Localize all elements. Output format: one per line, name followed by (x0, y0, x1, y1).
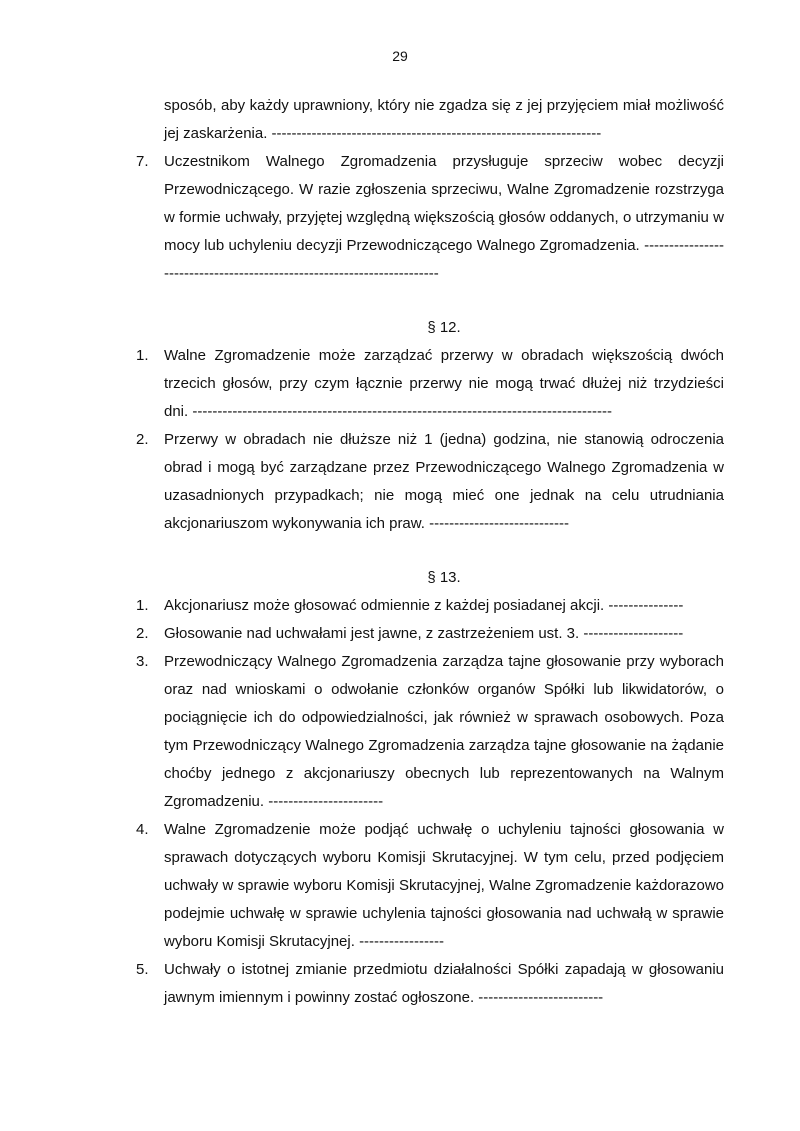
list-item (136, 956, 724, 1012)
item-text: Przerwy w obradach nie dłuższe niż 1 (jedna) godzina, nie stanowią odroczenia obrad i mogą być zarządzane przez Przewodniczącego Walnego Zgromadzenia w uzasadnionych przypadkach; nie mogą mieć one jednak na celu utrudniania akcjonariuszom wykonywania ich praw. ---------------------------- (164, 431, 724, 532)
item-number: 1. (136, 347, 149, 364)
list-item-7 (136, 148, 724, 288)
page-number: 29 (392, 48, 408, 64)
item-text: Przewodniczący Walnego Zgromadzenia zarządza tajne głosowanie przy wyborach oraz nad wnioskami o odwołanie członków organów Spółki lub likwidatorów, o pociągnięcie ich do odpowiedzialności, jak również w sprawach osobowych. Poza tym Przewodniczący Walnego Zgromadzenia zarządza tajne głosowanie na żądanie choćby jednego z akcjonariuszy obecnych lub reprezentowanych na Walnym Zgromadzeniu. ----------------------- (164, 653, 724, 810)
continuation-text: sposób, aby każdy uprawniony, który nie zgadza się z jej przyjęciem miał możliwość jej zaskarżenia. ------------------------------------------------------------------ (164, 97, 724, 142)
item-number: 2. (136, 431, 149, 448)
item-text: Walne Zgromadzenie może podjąć uchwałę o uchyleniu tajności głosowania w sprawach dotyczących wyboru Komisji Skrutacyjnej. W tym celu, przed podjęciem uchwały w sprawie wyboru Komisji Skrutacyjnej, Walne Zgromadzenie każdorazowo podejmie uchwałę w sprawie uchylenia tajności głosowania nad uchwałą w sprawie wyboru Komisji Skrutacyjnej. ----------------- (164, 821, 724, 950)
list-item (136, 426, 724, 538)
list-item (136, 342, 724, 426)
list-item (136, 620, 724, 648)
item-text: Walne Zgromadzenie może zarządzać przerwy w obradach większością dwóch trzecich głosów, przy czym łącznie przerwy nie mogą trwać dłużej niż trzydzieści dni. ------------------------------------------------------------------------------------ (164, 347, 724, 420)
list-item (136, 816, 724, 956)
item-number: 3. (136, 653, 149, 670)
item-number: 5. (136, 961, 149, 978)
section-13-heading: § 13. (427, 569, 461, 586)
document-body (136, 92, 724, 1012)
list-item (136, 648, 724, 816)
item-text: Uczestnikom Walnego Zgromadzenia przysługuje sprzeciw wobec decyzji Przewodniczącego. W razie zgłoszenia sprzeciwu, Walne Zgromadzenie rozstrzyga w formie uchwały, przyjętej względną większością głosów oddanych, o utrzymaniu w mocy lub uchyleniu decyzji Przewodniczącego Walnego Zgromadzenia. ----------------------------------------------------------------------- (164, 153, 724, 282)
item-text: Uchwały o istotnej zmianie przedmiotu działalności Spółki zapadają w głosowaniu jawnym imiennym i powinny zostać ogłoszone. ------------------------- (164, 961, 724, 1006)
item-number: 1. (136, 597, 149, 614)
item-text: Głosowanie nad uchwałami jest jawne, z zastrzeżeniem ust. 3. -------------------- (164, 625, 684, 642)
item-text: Akcjonariusz może głosować odmiennie z każdej posiadanej akcji. --------------- (164, 597, 684, 614)
list-item (136, 592, 724, 620)
continuation-paragraph (136, 92, 724, 148)
item-number: 2. (136, 625, 149, 642)
item-number: 4. (136, 821, 149, 838)
item-number: 7. (136, 153, 149, 170)
section-12-heading: § 12. (427, 319, 461, 336)
